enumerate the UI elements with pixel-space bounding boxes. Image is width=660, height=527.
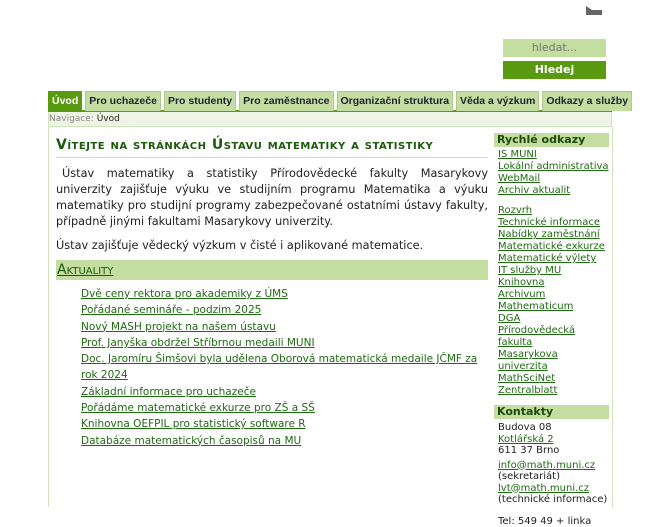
- news-link[interactable]: Knihovna OEFPIL pro statistický software R: [81, 418, 306, 430]
- main-content: [56, 133, 488, 449]
- quick-link[interactable]: Matematické exkurze: [498, 241, 609, 253]
- email-info-note: (sekretariát): [498, 471, 609, 483]
- quick-link[interactable]: DGA: [498, 313, 609, 325]
- news-heading-link[interactable]: Aktuality: [57, 262, 113, 278]
- news-list: [56, 286, 488, 449]
- quick-link[interactable]: Archiv aktualit: [498, 185, 609, 197]
- news-link[interactable]: Pořádané semináře - podzim 2025: [81, 304, 261, 316]
- tab-odkazy-a-sluzby[interactable]: Odkazy a služby: [542, 91, 632, 111]
- city: 611 37 Brno: [498, 445, 609, 457]
- quick-link[interactable]: Technické informace: [498, 217, 609, 229]
- news-link[interactable]: Prof. Janyška obdržel Stříbrnou medaili MUNI: [81, 337, 315, 349]
- news-link[interactable]: Základní informace pro uchazeče: [81, 386, 256, 398]
- quick-link[interactable]: Přírodovědecká fakulta: [498, 325, 609, 349]
- contacts: [494, 422, 609, 527]
- page-title: Vítejte na stránkách Ústavu matematiky a statistiky: [56, 137, 488, 158]
- tab-organizacni-struktura[interactable]: Organizační struktura: [337, 91, 454, 111]
- building: Budova 08: [498, 422, 609, 434]
- street-link[interactable]: Kotlářská 2: [498, 434, 554, 445]
- news-item: [81, 384, 488, 400]
- quick-links-group: [494, 149, 609, 197]
- email-lvt-note: (technické informace): [498, 494, 607, 505]
- quick-link[interactable]: Nabídky zaměstnání: [498, 229, 609, 241]
- news-item: [81, 433, 488, 449]
- quick-link[interactable]: Masarykova univerzita: [498, 349, 609, 373]
- quick-link[interactable]: Archivum Mathematicum: [498, 289, 609, 313]
- contacts-heading: Kontakty: [494, 405, 609, 419]
- sidebar: [494, 133, 609, 527]
- quick-link[interactable]: Knihovna: [498, 277, 609, 289]
- main-nav: [48, 91, 632, 111]
- quick-link[interactable]: Rozvrh: [498, 205, 609, 217]
- quick-link[interactable]: Lokální administrativa: [498, 161, 609, 173]
- tab-pro-uchazece[interactable]: Pro uchazeče: [85, 91, 161, 111]
- news-item: [81, 351, 488, 384]
- tab-veda-a-vyzkum[interactable]: Věda a výzkum: [456, 91, 539, 111]
- language-flag-icon[interactable]: [586, 6, 602, 15]
- quick-link[interactable]: Matematické výlety: [498, 253, 609, 265]
- phone: Tel: 549 49 + linka: [498, 516, 609, 527]
- news-item: [81, 335, 488, 351]
- quick-link[interactable]: IT služby MU: [498, 265, 609, 277]
- tab-uvod[interactable]: Úvod: [48, 91, 82, 111]
- research-paragraph: Ústav zajišťuje vědecký výzkum v čisté i aplikované matematice.: [56, 238, 488, 254]
- search-button[interactable]: Hledej: [503, 61, 606, 79]
- news-heading: [56, 260, 488, 280]
- quick-link[interactable]: IS MUNI: [498, 149, 609, 161]
- news-link[interactable]: Doc. Jaromíru Šimšovi byla udělena Oborová matematická medaile JČMF za rok 2024: [81, 353, 477, 381]
- breadcrumb-label: Navigace:: [49, 114, 94, 124]
- breadcrumb: [48, 112, 612, 127]
- news-link[interactable]: Pořádáme matematické exkurze pro ZŠ a SŠ: [81, 402, 315, 414]
- intro-paragraph: Ústav matematiky a statistiky Přírodovědecké fakulty Masarykovy univerzity zajišťuje výuku ve studijním programu Matematika a výuku matematiky pro studijní programy zabezpečované ostatními ústavy fakulty, případně jinými fakultami Masarykovy univerzity.: [56, 166, 488, 230]
- breadcrumb-current: Úvod: [97, 114, 120, 124]
- news-item: [81, 319, 488, 335]
- news-link[interactable]: Nový MASH projekt na našem ústavu: [81, 321, 276, 333]
- tab-pro-zamestnance[interactable]: Pro zaměstnance: [239, 91, 333, 111]
- quick-link[interactable]: Zentralblatt: [498, 385, 609, 397]
- news-item: [81, 416, 488, 432]
- news-item: [81, 302, 488, 318]
- quick-links-group: [494, 205, 609, 397]
- news-item: [81, 400, 488, 416]
- news-link[interactable]: Databáze matematických časopisů na MU: [81, 435, 301, 447]
- quick-links-heading: Rychlé odkazy: [494, 133, 609, 147]
- email-info-link[interactable]: info@math.muni.cz: [498, 460, 595, 471]
- news-item: [81, 286, 488, 302]
- news-link[interactable]: Dvě ceny rektora pro akademiky z ÚMS: [81, 288, 288, 300]
- search-input[interactable]: [503, 39, 606, 57]
- quick-link[interactable]: MathSciNet: [498, 373, 609, 385]
- quick-link[interactable]: WebMail: [498, 173, 609, 185]
- tab-pro-studenty[interactable]: Pro studenty: [164, 91, 236, 111]
- email-lvt-link[interactable]: lvt@math.muni.cz: [498, 483, 589, 494]
